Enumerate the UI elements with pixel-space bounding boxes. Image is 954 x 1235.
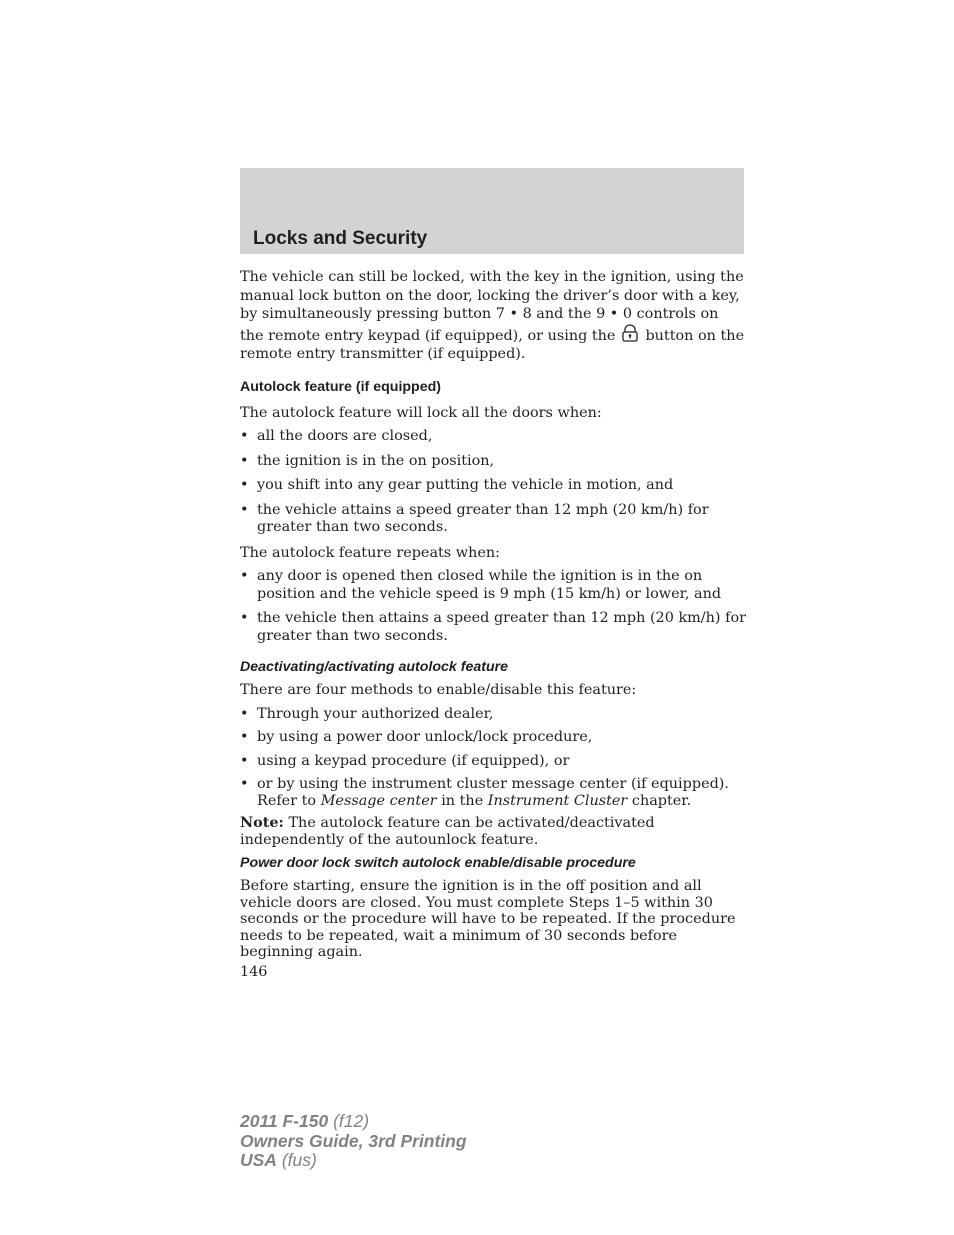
section-header-band xyxy=(240,168,744,254)
deactivating-methods-list xyxy=(240,706,746,810)
list-item: • by using a power door unlock/lock procedure, xyxy=(240,729,593,745)
note-text: The autolock feature can be activated/deactivated independently of the autounlock feature. xyxy=(240,815,655,848)
document-footer xyxy=(240,1112,467,1171)
list-item: • or by using the instrument cluster message center (if equipped). Refer to Message center in the Instrument Cluster chapter. xyxy=(240,776,729,809)
autolock-repeat-lead: The autolock feature repeats when: xyxy=(240,544,500,561)
deactivating-heading: Deactivating/activating autolock feature xyxy=(240,659,509,675)
list-item: • any door is opened then closed while the ignition is in the on position and the vehicle speed is 9 mph (15 km/h) or lower, and xyxy=(240,568,722,602)
footer-line-3: USA (fus) xyxy=(240,1150,317,1170)
list-item: • Through your authorized dealer, xyxy=(240,705,494,722)
list-item: • the ignition is in the on position, xyxy=(240,452,495,469)
procedure-heading: Power door lock switch autolock enable/disable procedure xyxy=(240,855,636,871)
list-item: • you shift into any gear putting the vehicle in motion, and xyxy=(240,477,674,493)
section-title: Locks and Security xyxy=(253,228,428,249)
list-item: • using a keypad procedure (if equipped), or xyxy=(240,752,570,769)
autolock-heading: Autolock feature (if equipped) xyxy=(240,378,441,395)
page-number: 146 xyxy=(240,963,268,980)
deactivating-lead: There are four methods to enable/disable this feature: xyxy=(240,682,637,698)
list-item: • the vehicle then attains a speed greater than 12 mph (20 km/h) for greater than two seconds. xyxy=(240,610,746,644)
page-content xyxy=(240,268,746,981)
procedure-text: Before starting, ensure the ignition is in the off position and all vehicle doors are closed. You must complete Steps 1–5 within 30 seconds or the procedure will have to be repeated. If the procedure needs to be repeated, wait a minimum of 30 seconds before beginning again. xyxy=(240,878,736,960)
note-label: Note: xyxy=(240,814,284,831)
autolock-conditions-list xyxy=(240,428,746,537)
footer-line-2: Owners Guide, 3rd Printing xyxy=(240,1130,467,1151)
note-paragraph xyxy=(240,815,746,848)
intro-text-before-icon: The vehicle can still be locked, with the key in the ignition, using the manual lock button on the door, locking the driver’s door with a key, by simultaneously pressing button 7 • 8 and the 9 • 0 controls on the remote entry keypad (if equipped), or using the xyxy=(240,269,744,344)
footer-line-1: 2011 F-150 (f12) xyxy=(240,1111,370,1131)
intro-text-after-icon: button on the remote entry transmitter (if equipped). xyxy=(240,327,745,362)
intro-paragraph xyxy=(240,268,746,364)
autolock-repeat-list xyxy=(240,568,746,645)
autolock-lead: The autolock feature will lock all the doors when: xyxy=(240,404,602,421)
list-item: • all the doors are closed, xyxy=(240,428,433,444)
list-item: • the vehicle attains a speed greater than 12 mph (20 km/h) for greater than two seconds. xyxy=(240,501,709,535)
lock-icon xyxy=(619,324,641,342)
